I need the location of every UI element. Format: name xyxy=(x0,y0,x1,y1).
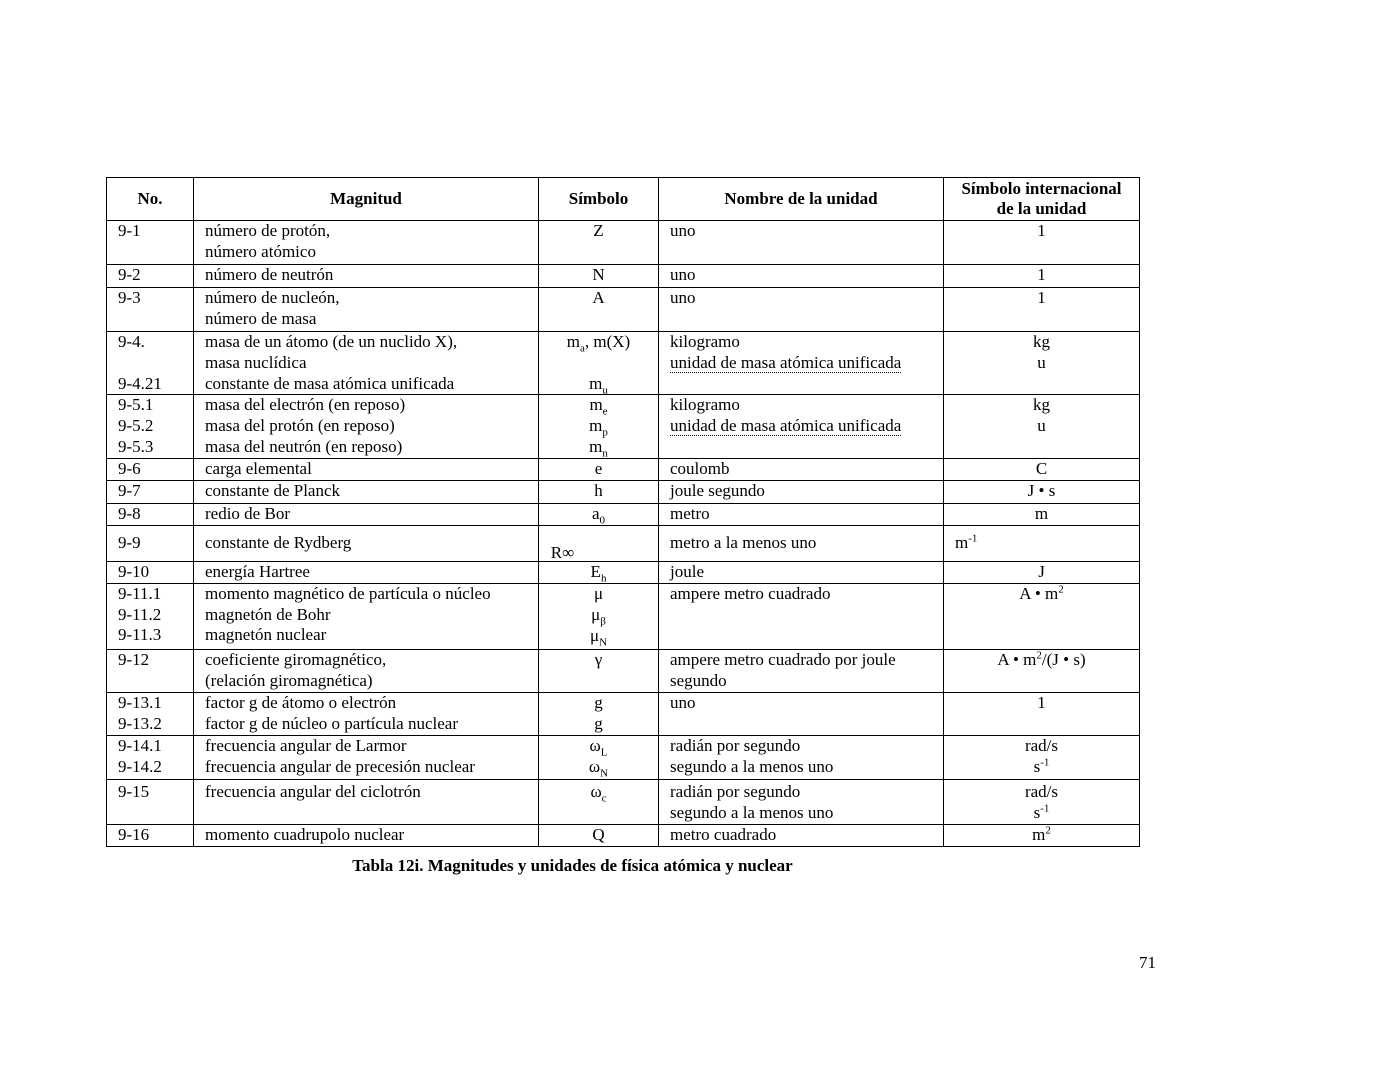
table-row xyxy=(107,395,1140,458)
cell-nombre: uno xyxy=(659,265,944,288)
cell-unidad: J • s xyxy=(944,480,1140,503)
cell-nombre: joule xyxy=(659,561,944,583)
table-row xyxy=(107,265,1140,288)
cell-simbolo: $E_h$ xyxy=(539,561,659,583)
cell-simbolo: Q xyxy=(539,824,659,846)
units-table xyxy=(106,177,1140,847)
cell-unidad: kg u xyxy=(944,395,1140,458)
cell-no: 9-11.1 9-11.2 9-11.3 xyxy=(107,583,194,649)
cell-simbolo: $\omega_L$ $\omega_N$ xyxy=(539,735,659,779)
cell-simbolo: A xyxy=(539,288,659,332)
header-no: No. xyxy=(107,178,194,221)
cell-unidad: $m^{-1}$ xyxy=(944,525,1140,561)
cell-simbolo: e xyxy=(539,458,659,480)
cell-magnitud: número de neutrón xyxy=(194,265,539,288)
cell-simbolo: γ xyxy=(539,649,659,692)
cell-magnitud: frecuencia angular de Larmor frecuencia angular de precesión nuclear xyxy=(194,735,539,779)
cell-unidad: A • $m^2/(J$ • s) xyxy=(944,649,1140,692)
cell-simbolo: $a_0$ xyxy=(539,503,659,525)
cell-simbolo: $m_a$, m(X) $m_u$ xyxy=(539,332,659,395)
cell-nombre: uno xyxy=(659,692,944,735)
cell-simbolo: μ $\mu_\beta$ $\mu_N$ xyxy=(539,583,659,649)
cell-magnitud: coeficiente giromagnético, (relación giromagnética) xyxy=(194,649,539,692)
cell-magnitud: momento magnético de partícula o núcleo magnetón de Bohr magnetón nuclear xyxy=(194,583,539,649)
cell-magnitud: constante de Rydberg xyxy=(194,525,539,561)
header-simbolo-int-line2: de la unidad xyxy=(996,199,1087,218)
cell-no: 9-7 xyxy=(107,480,194,503)
table-caption: Tabla 12i. Magnitudes y unidades de física atómica y nuclear xyxy=(352,856,793,875)
table-row xyxy=(107,288,1140,332)
header-simbolo-internacional xyxy=(944,178,1140,221)
cell-magnitud: carga elemental xyxy=(194,458,539,480)
cell-simbolo: N xyxy=(539,265,659,288)
cell-unidad: 1 xyxy=(944,288,1140,332)
cell-magnitud: constante de Planck xyxy=(194,480,539,503)
cell-nombre: coulomb xyxy=(659,458,944,480)
cell-magnitud: masa del electrón (en reposo) masa del protón (en reposo) masa del neutrón (en reposo) xyxy=(194,395,539,458)
cell-simbolo: Z xyxy=(539,221,659,265)
header-nombre-unidad: Nombre de la unidad xyxy=(659,178,944,221)
cell-simbolo: $m_e$ $m_p$ $m_n$ xyxy=(539,395,659,458)
cell-unidad: 1 xyxy=(944,265,1140,288)
cell-magnitud: frecuencia angular del ciclotrón xyxy=(194,779,539,824)
cell-no: 9-13.1 9-13.2 xyxy=(107,692,194,735)
cell-simbolo: R∞ xyxy=(539,525,659,561)
cell-nombre: ampere metro cuadrado por joule segundo xyxy=(659,649,944,692)
cell-no: 9-5.1 9-5.2 9-5.3 xyxy=(107,395,194,458)
header-simbolo-int-line1: Símbolo internacional xyxy=(961,179,1122,198)
cell-nombre: metro cuadrado xyxy=(659,824,944,846)
table-row xyxy=(107,221,1140,265)
cell-unidad: m xyxy=(944,503,1140,525)
page-number: 71 xyxy=(1139,953,1156,972)
cell-no: 9-12 xyxy=(107,649,194,692)
table-row xyxy=(107,525,1140,561)
table-row xyxy=(107,561,1140,583)
table-row xyxy=(107,332,1140,395)
cell-magnitud: momento cuadrupolo nuclear xyxy=(194,824,539,846)
cell-nombre: radián por segundo segundo a la menos uno xyxy=(659,779,944,824)
table-row xyxy=(107,583,1140,649)
cell-magnitud: número de protón, número atómico xyxy=(194,221,539,265)
cell-no: 9-6 xyxy=(107,458,194,480)
cell-no: 9-16 xyxy=(107,824,194,846)
cell-unidad: 1 xyxy=(944,692,1140,735)
cell-nombre: radián por segundo segundo a la menos uno xyxy=(659,735,944,779)
cell-nombre: uno xyxy=(659,221,944,265)
cell-nombre: uno xyxy=(659,288,944,332)
table-row xyxy=(107,824,1140,846)
cell-unidad: 1 xyxy=(944,221,1140,265)
cell-no: 9-8 xyxy=(107,503,194,525)
cell-nombre: metro a la menos uno xyxy=(659,525,944,561)
cell-nombre: kilogramo unidad de masa atómica unificada xyxy=(659,332,944,395)
cell-no: 9-2 xyxy=(107,265,194,288)
table-row xyxy=(107,692,1140,735)
cell-magnitud: redio de Bor xyxy=(194,503,539,525)
table-row xyxy=(107,735,1140,779)
cell-simbolo: h xyxy=(539,480,659,503)
cell-no: 9-10 xyxy=(107,561,194,583)
cell-nombre: joule segundo xyxy=(659,480,944,503)
cell-unidad: $m^2$ xyxy=(944,824,1140,846)
table-row xyxy=(107,503,1140,525)
cell-magnitud: energía Hartree xyxy=(194,561,539,583)
cell-magnitud: masa de un átomo (de un nuclido X), masa nuclídica constante de masa atómica unificada xyxy=(194,332,539,395)
table-row xyxy=(107,779,1140,824)
header-simbolo: Símbolo xyxy=(539,178,659,221)
cell-unidad: C xyxy=(944,458,1140,480)
cell-unidad: rad/s $s^{-1}$ xyxy=(944,779,1140,824)
cell-simbolo: $\omega_c$ xyxy=(539,779,659,824)
cell-nombre: metro xyxy=(659,503,944,525)
table-row xyxy=(107,649,1140,692)
cell-unidad: J xyxy=(944,561,1140,583)
cell-no: 9-4. 9-4.21 xyxy=(107,332,194,395)
cell-simbolo: g g xyxy=(539,692,659,735)
cell-no: 9-3 xyxy=(107,288,194,332)
table-row xyxy=(107,458,1140,480)
header-row xyxy=(107,178,1140,221)
cell-nombre: ampere metro cuadrado xyxy=(659,583,944,649)
cell-unidad: A • $m^2$ xyxy=(944,583,1140,649)
cell-magnitud: número de nucleón, número de masa xyxy=(194,288,539,332)
cell-no: 9-15 xyxy=(107,779,194,824)
cell-no: 9-9 xyxy=(107,525,194,561)
header-magnitud: Magnitud xyxy=(194,178,539,221)
cell-magnitud: factor g de átomo o electrón factor g de núcleo o partícula nuclear xyxy=(194,692,539,735)
cell-no: 9-14.1 9-14.2 xyxy=(107,735,194,779)
cell-unidad: kg u xyxy=(944,332,1140,395)
table-row xyxy=(107,480,1140,503)
cell-no: 9-1 xyxy=(107,221,194,265)
cell-unidad: rad/s $s^{-1}$ xyxy=(944,735,1140,779)
cell-nombre: kilogramo unidad de masa atómica unificada xyxy=(659,395,944,458)
